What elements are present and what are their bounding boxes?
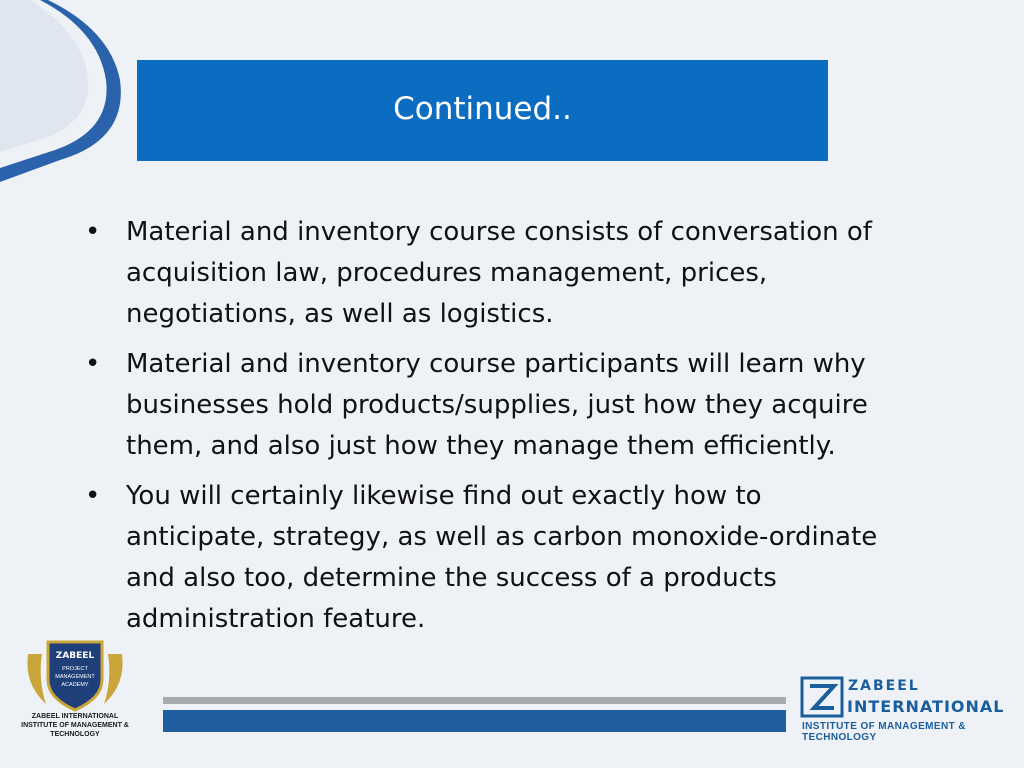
badge-caption-line2: INSTITUTE OF MANAGEMENT & TECHNOLOGY [21,722,129,738]
z-logo-icon [800,676,844,718]
bullet-item: • Material and inventory course consists of conversation of acquisition law, procedures management, prices, negotiations, as well as logistics. [85,212,885,335]
title-banner [137,60,828,161]
badge-name: ZABEEL [55,651,95,661]
academy-badge-logo [22,636,128,712]
footer-stripe-blue [163,710,786,732]
badge-line: MANAGEMENT [55,674,95,680]
badge-line: PROJECT [62,666,88,672]
slide-title: Continued.. [393,90,572,127]
bullet-list [85,212,885,649]
brand-logo [800,676,1022,743]
brand-name: ZABEEL [848,678,920,694]
brand-tagline: INSTITUTE OF MANAGEMENT & TECHNOLOGY [802,721,966,743]
bullet-item: • Material and inventory course participants will learn why businesses hold products/supplies, just how they acquire them, and also just how they manage them efficiently. [85,344,885,467]
footer-stripe-gray [163,697,786,704]
badge-caption [0,712,150,739]
badge-line: ACADEMY [61,682,89,688]
corner-swoosh-decoration [0,0,140,200]
badge-caption-line1: ZABEEL INTERNATIONAL [31,713,119,720]
brand-name-second: INTERNATIONAL [847,697,1005,716]
bullet-item: • You will certainly likewise find out exactly how to anticipate, strategy, as well as carbon monoxide-ordinate and also too, determine the success of a products administration feature. [85,476,885,640]
